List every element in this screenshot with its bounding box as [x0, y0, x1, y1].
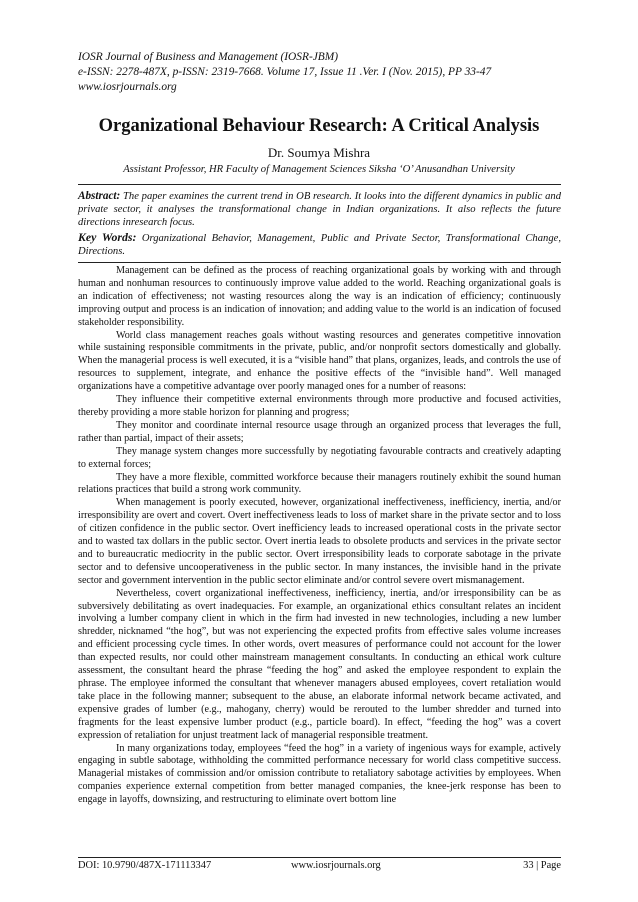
footer-divider [78, 857, 561, 858]
abstract-text: The paper examines the current trend in OB research. It looks into the different dynamics in public and private sector, it analyses the transformational change in Indian organizations. It also reflects the future directions inresearch focus. [78, 191, 561, 228]
abstract-label: Abstract: [78, 190, 121, 202]
body-text [78, 265, 561, 807]
paragraph: They have a more flexible, committed workforce because their managers routinely exhibit the sound human relations practices that build a strong work community. [78, 471, 561, 496]
abstract-block [78, 190, 561, 259]
paragraph: They monitor and coordinate internal resource usage through an organized process that leverages the full, rather than partial, impact of their assets; [78, 419, 561, 444]
page-number: 33 | Page [523, 860, 561, 871]
journal-header [78, 50, 568, 95]
journal-website: www.iosrjournals.org [78, 81, 177, 93]
author-affiliation: Assistant Professor, HR Faculty of Management Sciences Siksha ‘O’ Anusandhan University [123, 164, 515, 175]
footer-website: www.iosrjournals.org [291, 860, 381, 871]
abstract [78, 190, 561, 230]
paragraph: World class management reaches goals without wasting resources and generates competitive innovation while sustaining responsible commitments in the private, public, and/or nonprofit sectors domestically and globally. When the managerial process is well executed, it is a “visible hand” that plans, organizes, leads, and controls the use of resources to supplement, integrate, and enhance the positive effects of the “invisible hand”. Well managed organizations have a competitive advantage over poorly managed ones for a number of reasons: [78, 329, 561, 393]
paragraph: When management is poorly executed, however, organizational ineffectiveness, inefficiency, inertia, and/or irresponsibility are overt and covert. Overt ineffectiveness leads to loss of market share in the private sector and to loss of citizen confidence in the public sector. Overt inefficiency leads to increased operational costs in the private sector and to wasted tax dollars in the public sector. Overt inertia leads to obsolete products and services in the private sector and to bureaucratic mediocrity in the public sector. Overt irresponsibility leads to corporate sabotage in the private sector and to defensive uncooperativeness in the public sector. In many instances, the invisible hand in the private sector and government intervention in the public sector eliminate and/or control severe overt mismanagement. [78, 497, 561, 586]
keywords [78, 231, 561, 259]
page-footer [78, 860, 561, 874]
author-name: Dr. Soumya Mishra [267, 145, 371, 160]
footer-doi: DOI: 10.9790/487X-171113347 [78, 860, 212, 871]
keywords-label: Key Words: [78, 229, 137, 244]
paper-title: Organizational Behaviour Research: A Critical Analysis [98, 116, 540, 136]
paragraph: They influence their competitive external environments through more productive and focused activities, thereby providing a more stable horizon for planning and progress; [78, 394, 561, 418]
paragraph: Nevertheless, covert organizational ineffectiveness, inefficiency, inertia, and/or irresponsibility can be as subversively debilitating as overt inadequacies. For example, an organizational ethics consultant relates an incident involving a lumber company client in which in the firm had invested in new technologies, including a new lumber shredder, nicknamed “the hog”, but was not experiencing the expected profits from effective sales volume increases and efficient processing cycle times. In other words, overt measures of performance could not account for the lower than expected results, nor could other mainstream management consultants. In conducting an ethical work culture assessment, the consultant heard the phrase “feeding the hog” and asked the employee respondent to explain the phrase. The employee informed the consultant that whenever managers abused employees, covert retaliation would take place in the following manner; subsequent to the abuse, an elaborate informal network became activated, and expensive grades of lumber (e.g., mahogany, cherry) would be rerouted to the lumber shredder and turned into fragments for the least expensive lumber product (e.g., particle board). In effect, “feeding the hog” was a covert expression of retaliation for unjust treatment lack of managerial responsible treatment. [78, 587, 561, 741]
journal-issn: e-ISSN: 2278-487X, p-ISSN: 2319-7668. Volume 17, Issue 11 .Ver. I (Nov. 2015), PP 33-47 [78, 66, 492, 78]
paragraph: They manage system changes more successfully by negotiating favourable contracts and creatively adapting to external forces; [78, 445, 561, 470]
divider-top [78, 184, 561, 185]
journal-name: IOSR Journal of Business and Management (IOSR-JBM) [78, 51, 339, 63]
paragraph: In many organizations today, employees “feed the hog” in a variety of ingenious ways for example, actively engaging in subtle sabotage, withholding the committed performance necessary for world class competitive success. Managerial mistakes of commission and/or omission contribute to retaliatory sabotage activities by employees. When companies experience external competition from better managed companies, the knee-jerk response has been to engage in layoffs, downsizing, and restructuring to eliminate overt bottom line [78, 742, 561, 806]
keywords-text: Organizational Behavior, Management, Public and Private Sector, Transformational Change, Directions. [78, 232, 561, 257]
paragraph: Management can be defined as the process of reaching organizational goals by working with and through human and nonhuman resources to continuously improve value added to the world. Reaching organizational goals is an indication of effectiveness; not wasting resources along the way is an indication of efficiency; continuously improving output and process is an indication of innovation; and adding value to the world is an indication of focused stakeholder responsibility. [78, 265, 561, 328]
divider-bottom [78, 262, 561, 263]
